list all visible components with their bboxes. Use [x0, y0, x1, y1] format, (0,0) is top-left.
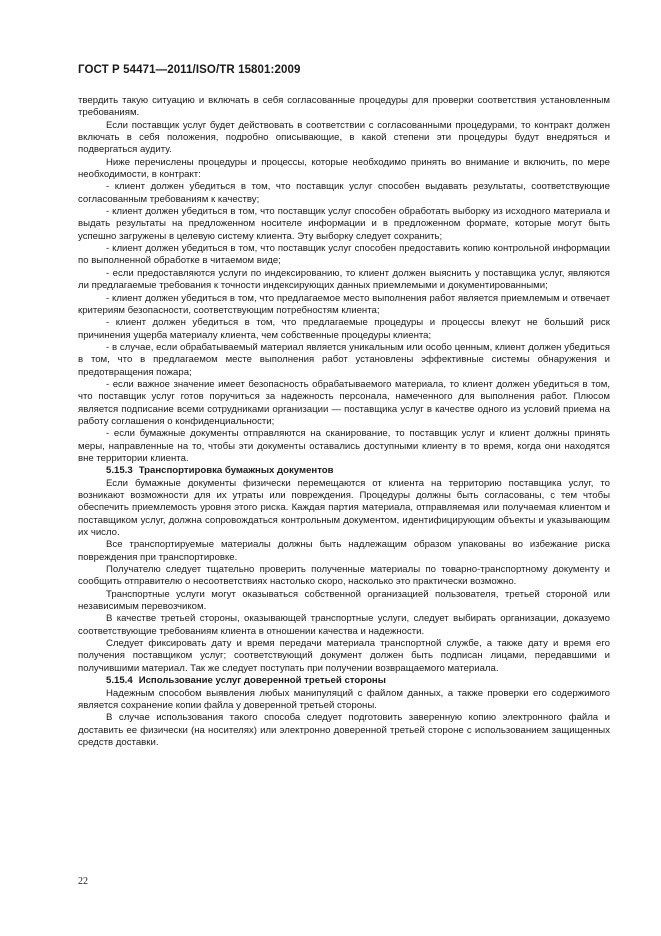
paragraph: Следует фиксировать дату и время передачи материала транспортной службе, а также дату и время его получения поставщиком услуг; соответствующий документ должен быть подписан лицами, передавшими и получившими материал. Так же следует поступать при получении возвращаемого материала. [78, 638, 610, 674]
paragraph: твердить такую ситуацию и включать в себя согласованные процедуры для проверки соответствия установленным требованиям. [78, 95, 610, 119]
page-number: 22 [78, 876, 88, 887]
paragraph: Получателю следует тщательно проверить полученные материалы по товарно-транспортному документу и сообщить отправителю о несоответствиях настолько скоро, насколько это практически возможно. [78, 564, 610, 588]
section-number: 5.15.3 [106, 465, 133, 477]
document-header: ГОСТ Р 54471—2011/ISO/TR 15801:2009 [78, 64, 301, 76]
paragraph: Транспортные услуги могут оказываться собственной организацией пользователя, третьей стороной или независимым перевозчиком. [78, 588, 610, 613]
list-item: - если бумажные документы отправляются на сканирование, то поставщик услуг и клиент должны принять меры, направленные на то, чтобы эти документы оставались доступными клиенту в то время, когда они находятся вне территории клиента. [78, 428, 610, 464]
list-item: - клиент должен убедиться в том, что предлагаемые процедуры и процессы влекут не больший риск причинения ущерба материалу клиента, чем собственные процедуры клиента; [78, 317, 610, 341]
list-item: - клиент должен убедиться в том, что поставщик услуг способен выдавать результаты, соответствующие согласованным требованиям к качеству; [78, 181, 610, 205]
section-title: Использование услуг доверенной третьей стороны [138, 675, 386, 687]
section-number: 5.15.4 [106, 675, 133, 687]
section-heading [78, 465, 610, 477]
section-title: Транспортировка бумажных документов [138, 465, 334, 477]
paragraph: В качестве третьей стороны, оказывающей транспортные услуги, следует выбирать организации, доказуемо соответствующие требованиям клиента в отношении качества и надежности. [78, 613, 610, 637]
paragraph: Ниже перечислены процедуры и процессы, которые необходимо принять во внимание и включить, по мере необходимости, в контракт: [78, 156, 610, 181]
list-item: - клиент должен убедиться в том, что предлагаемое место выполнения работ является приемлемым и отвечает критериям безопасности, соответствующим потребностям клиента; [78, 292, 610, 316]
list-item: - клиент должен убедиться в том, что поставщик услуг способен обработать выборку из исходного материала и выдать результаты на предложенном носителе информации и в предложенном формате, которые могут быть успешно загружены в целевую систему клиента. Эту выборку следует сохранить; [78, 206, 610, 242]
paragraph: В случае использования такого способа следует подготовить заверенную копию электронного файла и доставить ее физически (на носителях) или электронно доверенной третьей стороне с использованием защищенных средств доставки. [78, 712, 610, 748]
list-item: - если важное значение имеет безопасность обрабатываемого материала, то клиент должен убедиться в том, что поставщик услуг готов поручиться за надежность персонала, намеченного для выполнения работ. Плюсом является подписание всеми сотрудниками организации — поставщика услуг в качестве одного из условий приема на работу соглашения о конфиденциальности; [78, 378, 610, 427]
list-item: - клиент должен убедиться в том, что поставщик услуг способен предоставить копию контрольной информации по выполненной обработке в читаемом виде; [78, 243, 610, 267]
paragraph: Все транспортируемые материалы должны быть надлежащим образом упакованы во избежание риска повреждения при транспортировке. [78, 539, 610, 563]
body-text [78, 95, 610, 749]
section-heading [78, 675, 610, 687]
paragraph: Надежным способом выявления любых манипуляций с файлом данных, а также проверки его содержимого является сохранение копии файла у доверенной третьей стороны. [78, 687, 610, 711]
list-item: - в случае, если обрабатываемый материал является уникальным или особо ценным, клиент должен убедиться в том, что в предлагаемом месте выполнения работ установлены эффективные системы обнаружения и предотвращения пожара; [78, 341, 610, 378]
list-item: - если предоставляются услуги по индексированию, то клиент должен выяснить у поставщика услуг, являются ли предлагаемые требования к точности индексирующих данных приемлемыми и документированными; [78, 267, 610, 292]
paragraph: Если поставщик услуг будет действовать в соответствии с согласованными процедурами, то контракт должен включать в себя положения, подробно описывающие, в какой степени эти процедуры будут внедряться и подвергаться аудиту. [78, 119, 610, 156]
paragraph: Если бумажные документы физически перемещаются от клиента на территорию поставщика услуг, то возникают возможности для их утраты или повреждения. Процедуры должны быть согласованы, с тем чтобы обеспечить приемлемость уровня этого риска. Каждая партия материала, отправляемая или получаемая клиентом и поставщиком услуг, должна сопровождаться контрольным документом, идентифицирующим объекты и указывающим их число. [78, 477, 610, 539]
